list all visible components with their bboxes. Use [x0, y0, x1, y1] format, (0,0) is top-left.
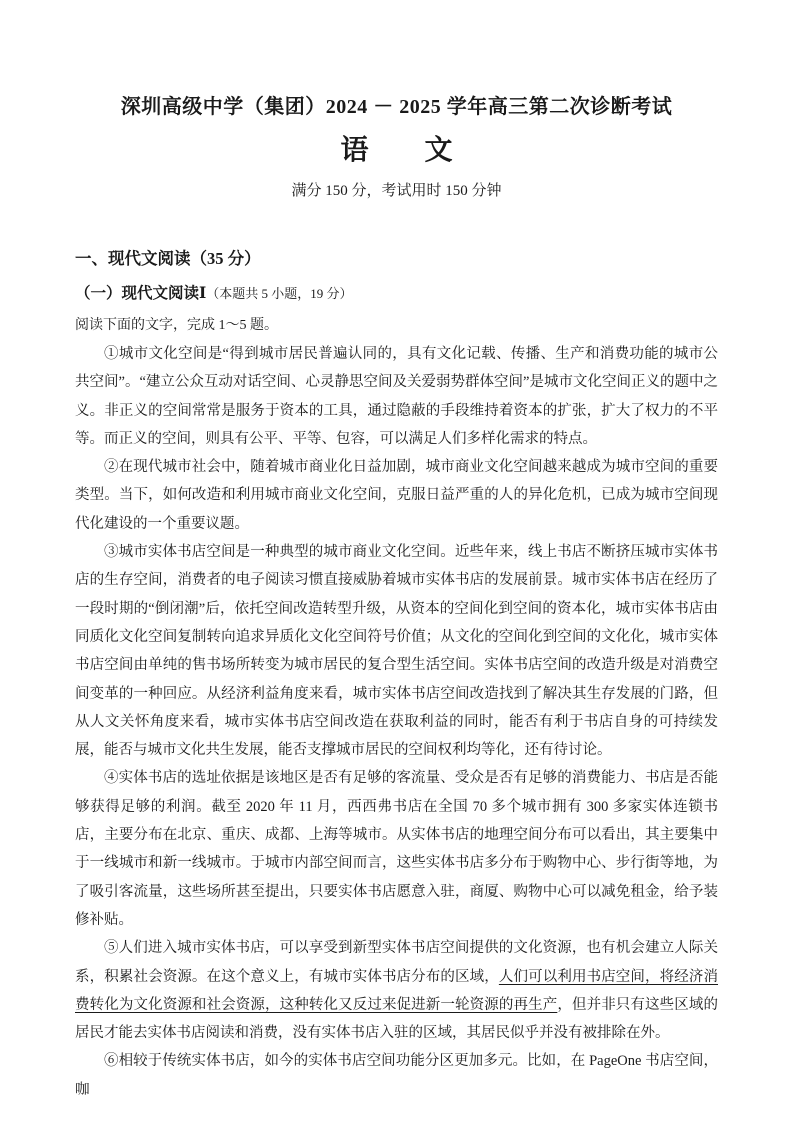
subject-title: 语 文 [340, 135, 453, 166]
passage-paragraph-5 [75, 934, 718, 1047]
passage-paragraph-4: ④实体书店的选址依据是该地区是否有足够的客流量、受众是否有足够的消费能力、书店是否能够获得足够的利润。截至 2020 年 11 月，西西弗书店在全国 70 多个城市拥有 300 多家实体连锁书店，主要分布在北京、重庆、成都、上海等城市。从实体书店的地理空间分布可以看出，其主要集中于一线城市和新一线城市。于城市内部空间而言，这些实体书店多分布于购物中心、步行街等地，为了吸引客流量，这些场所甚至提出，只要实体书店愿意入驻，商厦、购物中心可以减免租金，给予装修补贴。 [75, 770, 718, 928]
reading-instruction: 阅读下面的文字，完成 1～5 题。 [75, 318, 278, 333]
subsection-title: （一）现代文阅读Ⅰ [75, 285, 207, 302]
subsection-heading [75, 279, 718, 309]
passage-paragraph-6: ⑥相较于传统实体书店，如今的实体书店空间功能分区更加多元。比如，在 PageOne 书店空间，咖 [75, 1053, 718, 1098]
section-heading: 一、现代文阅读（35 分） [75, 249, 261, 268]
paragraph-5-underlined-text: 人们可以利用书店空间，将经济消费转化为文化资源和社会资源，这种转化又反过来促进新一轮资源的再生产 [75, 968, 719, 1013]
reading-passage [75, 340, 718, 1104]
exam-title: 深圳高级中学（集团）2024 － 2025 学年高三第二次诊断考试 [120, 96, 673, 118]
exam-info: 满分 150 分，考试用时 150 分钟 [291, 183, 502, 199]
subsection-note: （本题共 5 小题，19 分） [206, 286, 353, 301]
paragraph-5-pre: ⑤人们进入城市实体书店，可以享受到新型实体书店空间提供的文化资源，也有机会建立人际关系，积累社会资源。在这个意义上，有城市实体书店分布的区域， [75, 940, 718, 985]
paragraph-5-post: ，但并非只有这些区域的居民才能去实体书店阅读和消费，没有实体书店入驻的区域，其居民似乎并没有被排除在外。 [75, 996, 719, 1042]
passage-paragraph-1: ①城市文化空间是“得到城市居民普遍认同的，具有文化记载、传播、生产和消费功能的城市公共空间”。“建立公众互动对话空间、心灵静思空间及关爱弱势群体空间”是城市文化空间正义的题中之义。非正义的空间常常是服务于资本的工具，通过隐蔽的手段维持着资本的扩张，扩大了权力的不平等。而正义的空间，则具有公平、平等、包容，可以满足人们多样化需求的特点。 [75, 346, 718, 447]
passage-paragraph-3: ③城市实体书店空间是一种典型的城市商业文化空间。近些年来，线上书店不断挤压城市实体书店的生存空间，消费者的电子阅读习惯直接威胁着城市实体书店的发展前景。城市实体书店在经历了一段时期的“倒闭潮”后，依托空间改造转型升级，从资本的空间化到空间的资本化，城市实体书店由同质化文化空间复制转向追求异质化文化空间符号价值；从文化的空间化到空间的文化化，城市实体书店空间由单纯的售书场所转变为城市居民的复合型生活空间。实体书店空间的改造升级是对消费空间变革的一种回应。从经济利益角度来看，城市实体书店空间改造找到了解决其生存发展的门路，但从人文关怀角度来看，城市实体书店空间改造在获取利益的同时，能否有利于书店自身的可持续发展，能否与城市文化共生发展，能否支撑城市居民的空间权利均等化，还有待讨论。 [75, 544, 718, 759]
passage-paragraph-2: ②在现代城市社会中，随着城市商业化日益加剧，城市商业文化空间越来越成为城市空间的重要类型。当下，如何改造和利用城市商业文化空间，克服日益严重的人的异化危机，已成为城市空间现代化建设的一个重要议题。 [75, 459, 718, 532]
